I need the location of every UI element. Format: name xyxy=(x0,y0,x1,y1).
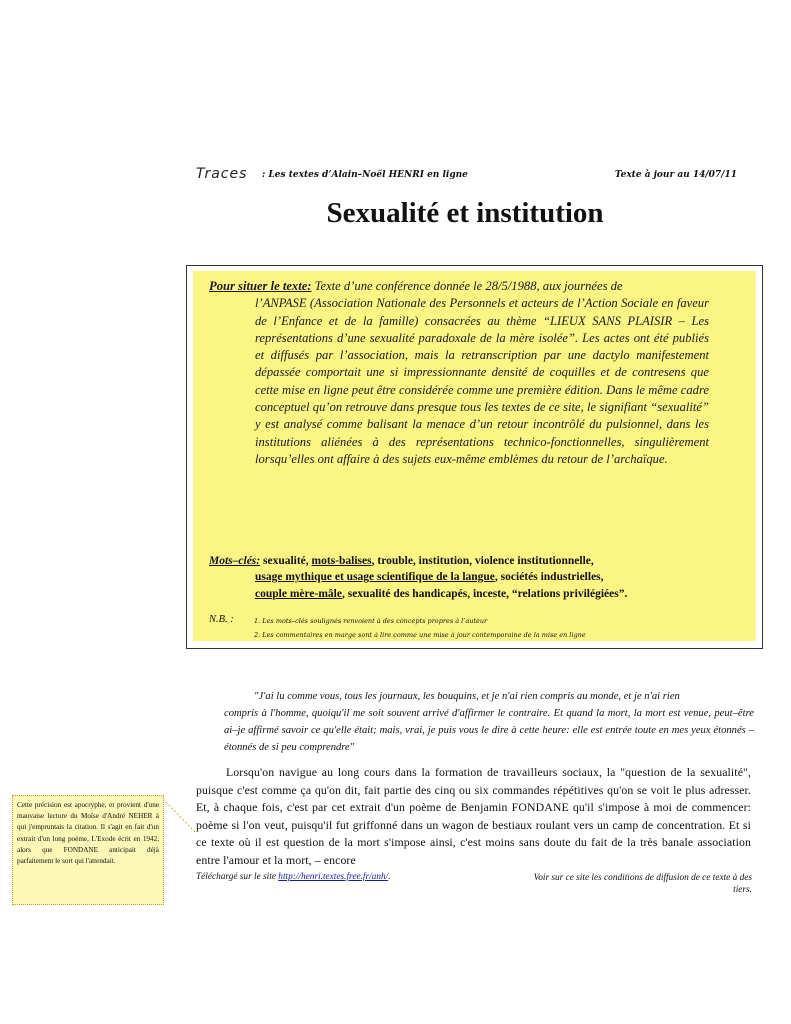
context-body: l’ANPASE (Association Nationale des Personnels et acteurs de l’Action Sociale en faveur de l’Enfance et de la famille) consacrées au thème “LIEUX SANS PLAISIR – Les représentations d’une sexualité paradoxale de la mère isolée”. Les actes ont été publiés et diffusés par l’association, mais la retranscription par une dactylo manifestement dépassée comportait une si impressionnante densité de coquilles et de contresens que cette mise en ligne peut être considérée comme une première édition. Dans le même cadre conceptuel qu’on retrouve dans presque tous les textes de ce site, le signifiant “sexualité” y est analysé comme balisant la menace d’un retour incontrôlé du pulsionnel, dans les institutions aliénées à des représentations technico-fonctionnelles, singulièrement lorsqu’elles ont affaire à des sujets eux-même emblèmes du retour de l’archaïque. xyxy=(255,296,709,466)
margin-note-connector xyxy=(160,795,200,840)
context-paragraph xyxy=(209,278,709,468)
body-paragraph xyxy=(196,764,751,870)
download-footer xyxy=(196,872,391,882)
context-label: Pour situer le texte: xyxy=(209,279,312,293)
keywords-label: Mots–clés: xyxy=(209,555,261,567)
keyword-underlined: mots-balises xyxy=(311,555,372,567)
margin-note: Cette précision est apocryphe, et provient d'une mauvaise lecture du Moïse d'André NEHER à qui j'empruntais la citation. Il s'agit en fait d'un extrait d'un long poème, L'Exode écrit en 1942, alors que FONDANE anticipait déjà parfaitement le sort qui l'attendait. xyxy=(12,795,164,905)
download-prefix: Téléchargé sur le site xyxy=(196,872,276,882)
nb-note-1: 1. Les mots–clés soulignés renvoient à des concepts propres à l’auteur xyxy=(254,617,488,625)
context-first-line: Texte d’une conférence donnée le 28/5/1988, aux journées de xyxy=(314,279,623,293)
keywords-line-3 xyxy=(209,586,709,602)
keyword-text: , sociétés industrielles, xyxy=(494,571,604,584)
epigraph-quote xyxy=(224,688,754,756)
keywords-block xyxy=(209,553,709,602)
download-suffix: . xyxy=(388,872,391,882)
connector-line xyxy=(163,799,196,833)
keyword-underlined: usage mythique et usage scientifique de la langue xyxy=(255,571,495,584)
keyword-text: , trouble, institution, violence institutionnelle, xyxy=(371,555,594,567)
document-title: Sexualité et institution xyxy=(326,197,604,229)
body-text: Lorsqu'on navigue au long cours dans la formation de travailleurs sociaux, la "question de la sexualité", puisque c'est comme ça qu'on dit, fait partie des cinq ou six commandes répétitives qu'on se voit le plus adresser. Et, à chaque fois, c'est par cet extrait d'un poème de Benjamin FONDANE qu'il s'impose à moi de commencer: poème si l'on veut, puisqu'il fut griffonné dans un wagon de bestiaux roulant vers un camp de concentration. Et si ce texte où il est question de la mort s'impose ainsi, c'est moins sans doute du fait de la très banale association entre l'amour et la mort, – encore xyxy=(196,765,751,867)
update-date: Texte à jour au 14/07/11 xyxy=(614,170,737,180)
keyword-text: sexualité, xyxy=(262,555,309,567)
site-link[interactable]: http://henri.textes.free.fr/anh/ xyxy=(278,872,389,882)
diffusion-conditions: Voir sur ce site les conditions de diffusion de ce texte à des tiers. xyxy=(533,873,752,895)
quote-first-line: "J'ai lu comme vous, tous les journaux, les bouquins, et je n'ai rien compris au monde, et je n'ai rien xyxy=(254,691,680,702)
nb-note-2: 2. Les commentaires en marge sont à lire comme une mise à jour contemporaine de la mise en ligne xyxy=(254,631,586,639)
quote-body: compris à l'homme, quoiqu'il me soit souvent arrivé d'affirmer le contraire. Et quand la mort, la mort est venue, peut–être ai–je affirmé savoir ce qu'elle était; mais, vrai, je puis vous le dire à cette heure: elle est entrée toute en mes yeux étonnés – étonnés de si peu comprendre" xyxy=(224,708,754,753)
site-subtitle: : Les textes d’Alain–Noël HENRI en ligne xyxy=(262,170,468,180)
site-name: Traces xyxy=(196,166,248,182)
nb-label: N.B. : xyxy=(209,614,234,625)
keyword-underlined: couple mère-mâle xyxy=(255,587,342,600)
keyword-text: , sexualité des handicapés, inceste, “relations privilégiées”. xyxy=(341,587,628,600)
keywords-line-2 xyxy=(209,569,709,585)
